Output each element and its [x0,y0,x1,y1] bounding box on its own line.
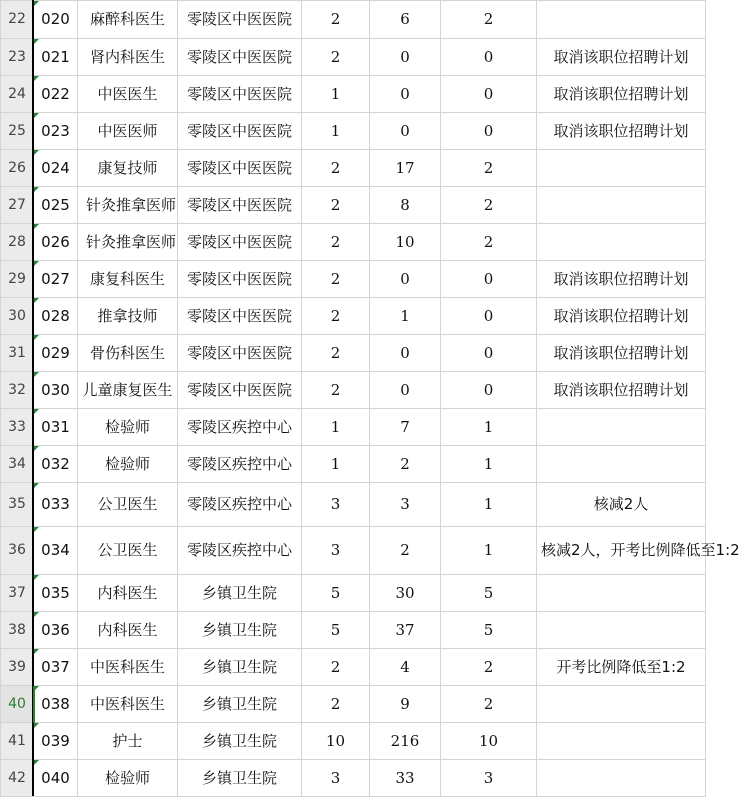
cell-position-name[interactable]: 检验师 [78,409,178,446]
row-number[interactable]: 23 [1,39,34,76]
cell-applicants[interactable]: 17 [370,150,441,187]
cell-qualified[interactable]: 1 [441,409,537,446]
cell-unit[interactable]: 乡镇卫生院 [178,686,302,723]
cell-note[interactable] [537,686,706,723]
cell-planned[interactable]: 5 [302,575,370,612]
cell-position-name[interactable]: 内科医生 [78,575,178,612]
cell-position-name[interactable]: 内科医生 [78,612,178,649]
cell-position-code[interactable]: 037 [34,649,78,686]
cell-position-name[interactable]: 康复科医生 [78,261,178,298]
cell-qualified[interactable]: 5 [441,612,537,649]
cell-position-code[interactable]: 036 [34,612,78,649]
cell-position-code[interactable]: 028 [34,298,78,335]
cell-note[interactable]: 取消该职位招聘计划 [537,76,706,113]
selection-indicator [33,686,35,723]
table-row[interactable] [1,298,706,335]
cell-position-code[interactable]: 021 [34,39,78,76]
cell-note[interactable] [537,224,706,261]
cell-planned[interactable]: 2 [302,335,370,372]
cell-qualified[interactable]: 1 [441,527,537,575]
cell-position-code[interactable]: 032 [34,446,78,483]
table-row[interactable] [1,686,706,723]
cell-qualified[interactable]: 3 [441,760,537,797]
cell-position-name[interactable]: 肾内科医生 [78,39,178,76]
cell-planned[interactable]: 3 [302,527,370,575]
cell-planned[interactable]: 2 [302,686,370,723]
cell-position-name[interactable]: 检验师 [78,760,178,797]
cell-qualified[interactable]: 0 [441,113,537,150]
cell-applicants[interactable]: 2 [370,446,441,483]
cell-planned[interactable]: 2 [302,39,370,76]
cell-unit[interactable]: 零陵区中医医院 [178,187,302,224]
row-number[interactable]: 34 [1,446,34,483]
cell-unit[interactable]: 零陵区疾控中心 [178,446,302,483]
cell-planned[interactable]: 1 [302,113,370,150]
table-row[interactable] [1,1,706,39]
cell-unit[interactable]: 零陵区中医医院 [178,150,302,187]
cell-qualified[interactable]: 2 [441,1,537,39]
cell-planned[interactable]: 2 [302,649,370,686]
cell-unit[interactable]: 乡镇卫生院 [178,612,302,649]
cell-applicants[interactable]: 7 [370,409,441,446]
cell-planned[interactable]: 2 [302,150,370,187]
cell-planned[interactable]: 3 [302,760,370,797]
cell-position-name[interactable]: 麻醉科医生 [78,1,178,39]
cell-planned[interactable]: 1 [302,76,370,113]
cell-note[interactable]: 核减2人 [537,483,706,527]
cell-planned[interactable]: 5 [302,612,370,649]
cell-unit[interactable]: 零陵区中医医院 [178,39,302,76]
cell-applicants[interactable]: 9 [370,686,441,723]
cell-applicants[interactable]: 1 [370,298,441,335]
cell-qualified[interactable]: 2 [441,224,537,261]
cell-unit[interactable]: 零陵区疾控中心 [178,409,302,446]
cell-position-code[interactable]: 030 [34,372,78,409]
cell-position-code[interactable]: 026 [34,224,78,261]
row-number[interactable]: 27 [1,187,34,224]
cell-unit[interactable]: 零陵区中医医院 [178,224,302,261]
cell-planned[interactable]: 1 [302,446,370,483]
cell-position-code[interactable]: 040 [34,760,78,797]
cell-position-name[interactable]: 中医医师 [78,113,178,150]
cell-note[interactable] [537,150,706,187]
cell-planned[interactable]: 10 [302,723,370,760]
table-row[interactable] [1,39,706,76]
table-row[interactable] [1,446,706,483]
cell-applicants[interactable]: 2 [370,527,441,575]
row-number[interactable]: 30 [1,298,34,335]
cell-unit[interactable]: 零陵区中医医院 [178,298,302,335]
table-row[interactable] [1,649,706,686]
cell-unit[interactable]: 乡镇卫生院 [178,760,302,797]
cell-applicants[interactable]: 4 [370,649,441,686]
cell-qualified[interactable]: 1 [441,446,537,483]
cell-note[interactable] [537,723,706,760]
cell-note[interactable] [537,612,706,649]
table-row[interactable] [1,760,706,797]
cell-applicants[interactable]: 0 [370,261,441,298]
cell-applicants[interactable]: 10 [370,224,441,261]
cell-unit[interactable]: 零陵区中医医院 [178,113,302,150]
cell-applicants[interactable]: 0 [370,113,441,150]
cell-position-name[interactable]: 推拿技师 [78,298,178,335]
cell-note[interactable]: 开考比例降低至1:2 [537,649,706,686]
cell-qualified[interactable]: 0 [441,335,537,372]
row-number[interactable]: 28 [1,224,34,261]
cell-position-code[interactable]: 020 [34,1,78,39]
cell-note[interactable]: 取消该职位招聘计划 [537,261,706,298]
cell-unit[interactable]: 乡镇卫生院 [178,575,302,612]
cell-qualified[interactable]: 2 [441,649,537,686]
cell-unit[interactable]: 零陵区中医医院 [178,1,302,39]
table-row[interactable] [1,409,706,446]
table-row[interactable] [1,372,706,409]
cell-position-code[interactable]: 024 [34,150,78,187]
cell-applicants[interactable]: 0 [370,335,441,372]
table-row[interactable] [1,224,706,261]
cell-unit[interactable]: 零陵区疾控中心 [178,527,302,575]
table-row[interactable] [1,113,706,150]
table-row[interactable] [1,483,706,527]
row-number[interactable]: 42 [1,760,34,797]
cell-note[interactable] [537,1,706,39]
row-number[interactable]: 35 [1,483,34,527]
cell-note[interactable]: 取消该职位招聘计划 [537,335,706,372]
cell-qualified[interactable]: 2 [441,686,537,723]
table-row[interactable] [1,187,706,224]
cell-note[interactable]: 取消该职位招聘计划 [537,113,706,150]
table-row[interactable] [1,150,706,187]
cell-applicants[interactable]: 30 [370,575,441,612]
row-number[interactable]: 32 [1,372,34,409]
cell-position-name[interactable]: 骨伤科医生 [78,335,178,372]
cell-planned[interactable]: 3 [302,483,370,527]
cell-position-code[interactable]: 038 [34,686,78,723]
cell-unit[interactable]: 乡镇卫生院 [178,649,302,686]
frozen-pane-divider [32,0,34,796]
row-number[interactable]: 29 [1,261,34,298]
cell-planned[interactable]: 2 [302,224,370,261]
cell-position-code[interactable]: 031 [34,409,78,446]
cell-applicants[interactable]: 0 [370,39,441,76]
cell-unit[interactable]: 零陵区中医医院 [178,372,302,409]
cell-qualified[interactable]: 0 [441,298,537,335]
cell-position-name[interactable]: 康复技师 [78,150,178,187]
row-number[interactable]: 22 [1,1,34,39]
cell-position-code[interactable]: 034 [34,527,78,575]
cell-applicants[interactable]: 0 [370,372,441,409]
cell-qualified[interactable]: 0 [441,261,537,298]
cell-position-code[interactable]: 027 [34,261,78,298]
table-row[interactable] [1,612,706,649]
cell-position-code[interactable]: 022 [34,76,78,113]
cell-note[interactable] [537,575,706,612]
cell-note[interactable]: 取消该职位招聘计划 [537,298,706,335]
cell-qualified[interactable]: 0 [441,372,537,409]
cell-position-code[interactable]: 029 [34,335,78,372]
cell-position-code[interactable]: 039 [34,723,78,760]
cell-qualified[interactable]: 1 [441,483,537,527]
cell-position-code[interactable]: 023 [34,113,78,150]
table-row[interactable] [1,261,706,298]
cell-applicants[interactable]: 216 [370,723,441,760]
table-row[interactable] [1,527,706,575]
cell-note[interactable]: 核减2人，开考比例降低至1:2 [537,527,706,575]
cell-planned[interactable]: 2 [302,298,370,335]
cell-position-name[interactable]: 护士 [78,723,178,760]
row-number[interactable]: 36 [1,527,34,575]
cell-applicants[interactable]: 8 [370,187,441,224]
row-number[interactable]: 24 [1,76,34,113]
row-number[interactable]: 38 [1,612,34,649]
table-row[interactable] [1,335,706,372]
cell-qualified[interactable]: 0 [441,76,537,113]
cell-planned[interactable]: 2 [302,261,370,298]
table-row[interactable] [1,575,706,612]
table-row[interactable] [1,723,706,760]
cell-planned[interactable]: 2 [302,1,370,39]
cell-position-name[interactable]: 公卫医生 [78,483,178,527]
cell-note[interactable] [537,187,706,224]
row-number[interactable]: 26 [1,150,34,187]
row-number[interactable]: 39 [1,649,34,686]
cell-qualified[interactable]: 10 [441,723,537,760]
cell-position-name[interactable]: 儿童康复医生 [78,372,178,409]
cell-unit[interactable]: 零陵区中医医院 [178,76,302,113]
cell-planned[interactable]: 2 [302,372,370,409]
cell-position-name[interactable]: 公卫医生 [78,527,178,575]
cell-position-name[interactable]: 检验师 [78,446,178,483]
cell-note[interactable]: 取消该职位招聘计划 [537,372,706,409]
row-number[interactable]: 41 [1,723,34,760]
cell-position-name[interactable]: 中医科医生 [78,686,178,723]
cell-applicants[interactable]: 33 [370,760,441,797]
row-number[interactable]: 31 [1,335,34,372]
cell-unit[interactable]: 零陵区疾控中心 [178,483,302,527]
cell-applicants[interactable]: 0 [370,76,441,113]
cell-qualified[interactable]: 0 [441,39,537,76]
cell-note[interactable] [537,760,706,797]
cell-position-name[interactable]: 针灸推拿医师 [78,187,178,224]
cell-qualified[interactable]: 2 [441,150,537,187]
cell-position-code[interactable]: 025 [34,187,78,224]
row-number[interactable]: 37 [1,575,34,612]
cell-position-name[interactable]: 中医科医生 [78,649,178,686]
cell-planned[interactable]: 2 [302,187,370,224]
cell-position-code[interactable]: 035 [34,575,78,612]
cell-position-code[interactable]: 033 [34,483,78,527]
cell-applicants[interactable]: 6 [370,1,441,39]
cell-applicants[interactable]: 3 [370,483,441,527]
cell-unit[interactable]: 乡镇卫生院 [178,723,302,760]
row-number[interactable]: 33 [1,409,34,446]
cell-unit[interactable]: 零陵区中医医院 [178,261,302,298]
table-row[interactable] [1,76,706,113]
cell-position-name[interactable]: 中医医生 [78,76,178,113]
cell-planned[interactable]: 1 [302,409,370,446]
row-number[interactable]: 25 [1,113,34,150]
cell-unit[interactable]: 零陵区中医医院 [178,335,302,372]
cell-qualified[interactable]: 2 [441,187,537,224]
cell-note[interactable] [537,409,706,446]
row-number[interactable]: 40 [1,686,34,723]
cell-position-name[interactable]: 针灸推拿医师 [78,224,178,261]
cell-qualified[interactable]: 5 [441,575,537,612]
cell-note[interactable]: 取消该职位招聘计划 [537,39,706,76]
cell-applicants[interactable]: 37 [370,612,441,649]
cell-note[interactable] [537,446,706,483]
